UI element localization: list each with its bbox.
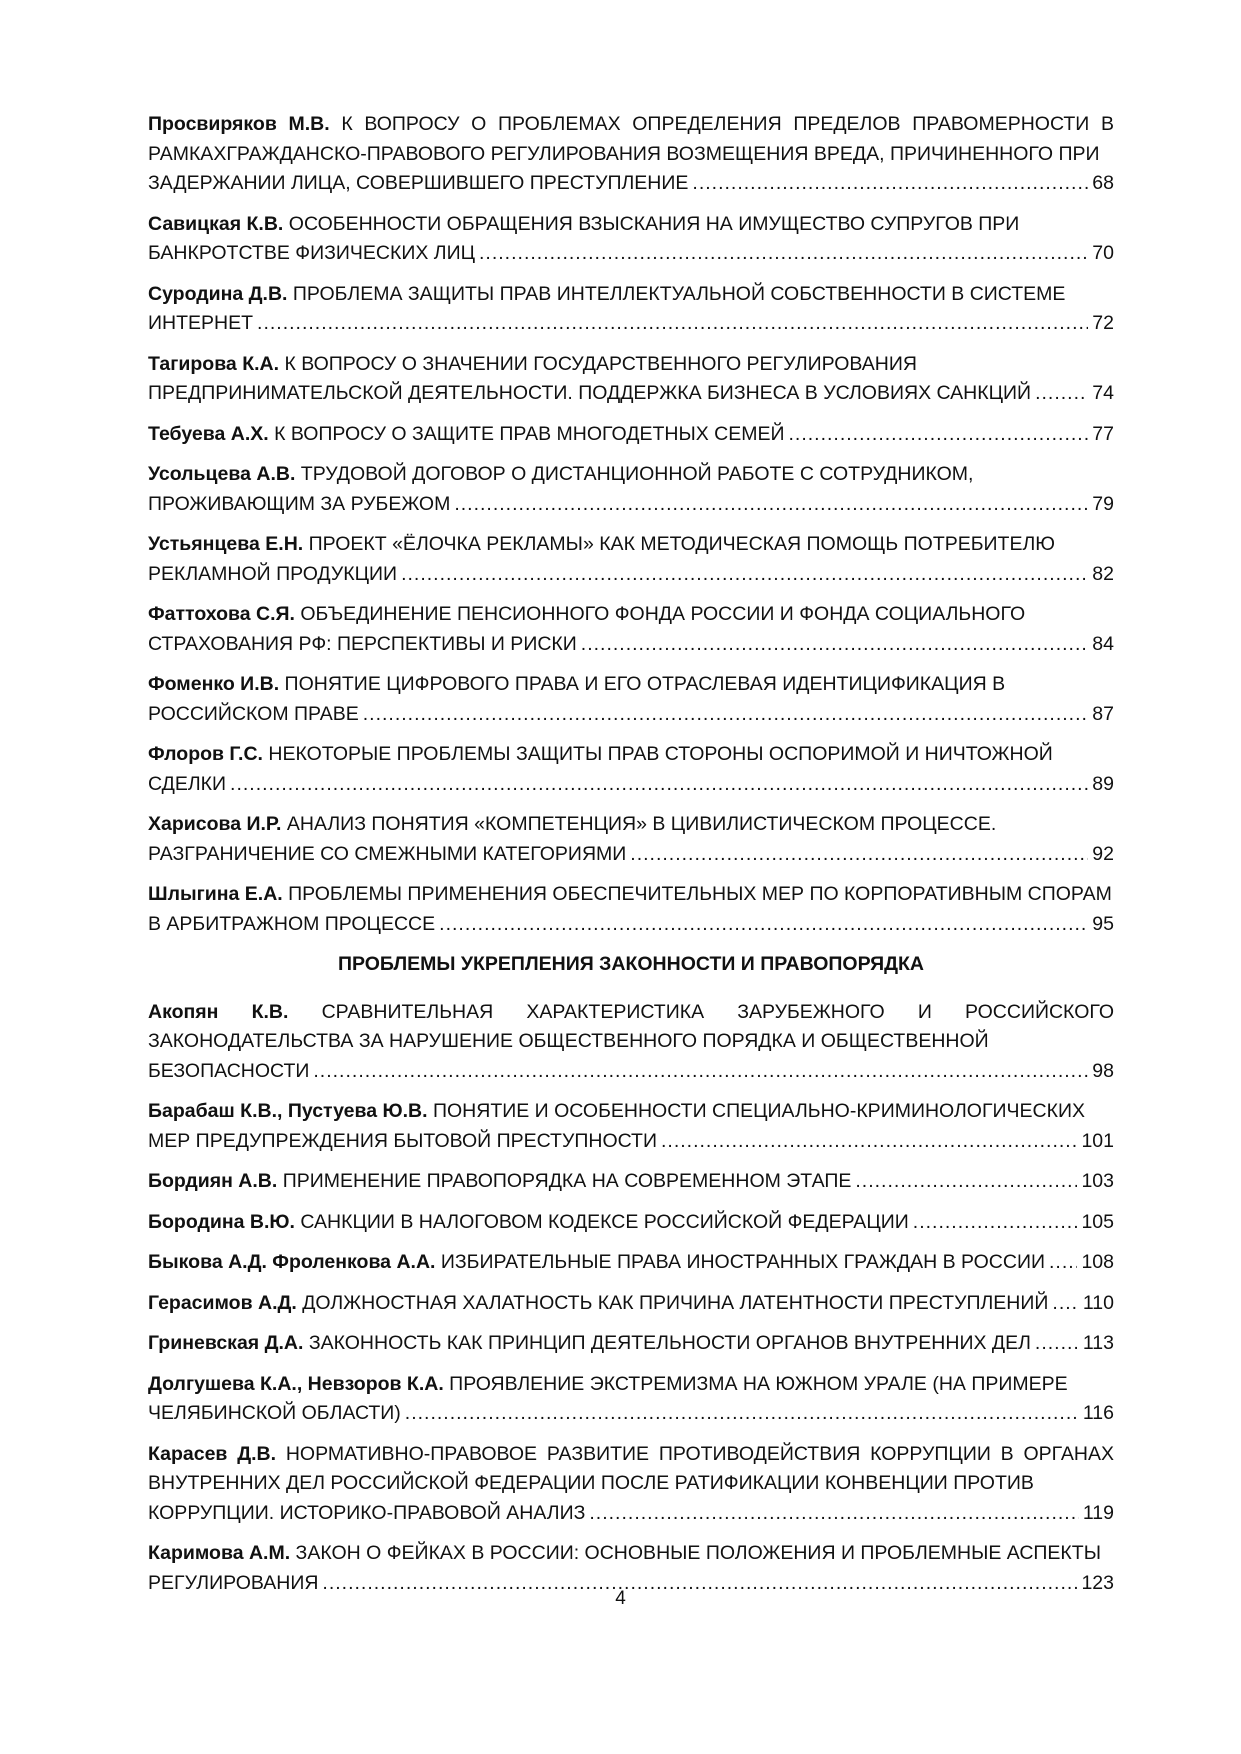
entry-author: Фоменко И.В. [148, 673, 280, 695]
section-heading: ПРОБЛЕМЫ УКРЕПЛЕНИЯ ЗАКОННОСТИ И ПРАВОПОРЯДКА [337, 953, 924, 975]
toc-entry [148, 280, 1114, 339]
entry-page: 103 [1081, 1170, 1114, 1192]
entry-author: Усольцева А.В. [148, 463, 296, 485]
dot-leader [363, 700, 1089, 730]
entry-author: Герасимов А.Д. [148, 1291, 297, 1314]
entry-author: Бордиян А.В. [148, 1170, 278, 1192]
entry-author: Суродина Д.В. [148, 282, 288, 305]
entry-text [148, 1167, 851, 1197]
entry-last-line [148, 239, 1114, 269]
entry-page: 72 [1092, 312, 1114, 334]
entry-last-line [148, 630, 1114, 660]
entry-title: ОСОБЕННОСТИ ОБРАЩЕНИЯ ВЗЫСКАНИЯ НА ИМУЩЕСТВО СУПРУГОВ ПРИ [288, 212, 1020, 235]
toc-entry [148, 1167, 1114, 1197]
entry-title: ПРОЕКТ «ЁЛОЧКА РЕКЛАМЫ» КАК МЕТОДИЧЕСКАЯ ПОМОЩЬ ПОТРЕБИТЕЛЮ [308, 533, 1055, 555]
toc-entry [148, 740, 1114, 799]
entry-title: ИЗБИРАТЕЛЬНЫЕ ПРАВА ИНОСТРАННЫХ ГРАЖДАН В РОССИИ [440, 1251, 1045, 1273]
entry-last-line [148, 1289, 1114, 1319]
dot-leader [257, 309, 1088, 339]
entry-title-end: СТРАХОВАНИЯ РФ: ПЕРСПЕКТИВЫ И РИСКИ [148, 632, 577, 655]
entry-page: 108 [1081, 1251, 1114, 1273]
toc-entry [148, 1248, 1114, 1278]
entry-title: ТРУДОВОЙ ДОГОВОР О ДИСТАНЦИОННОЙ РАБОТЕ С СОТРУДНИКОМ, [300, 463, 974, 485]
entry-last-line [148, 1248, 1114, 1278]
dot-leader [313, 1057, 1088, 1087]
entry-page: 110 [1082, 1291, 1114, 1314]
entry-page: 98 [1092, 1059, 1114, 1082]
dot-leader [1035, 1329, 1079, 1359]
entry-last-line [148, 1329, 1114, 1359]
toc-entry [148, 810, 1114, 869]
toc-entry [148, 460, 1114, 519]
toc-entry [148, 1370, 1114, 1429]
entry-page: 113 [1082, 1332, 1114, 1354]
entry-title-end: РОССИЙСКОМ ПРАВЕ [148, 702, 359, 725]
entry-author: Флоров Г.С. [148, 743, 263, 765]
entry-last-line [148, 169, 1114, 199]
entry-title: САНКЦИИ В НАЛОГОВОМ КОДЕКСЕ РОССИЙСКОЙ ФЕДЕРАЦИИ [300, 1210, 909, 1233]
entry-title-end: РЕГУЛИРОВАНИЯ [148, 1571, 319, 1594]
toc-list-2 [148, 998, 1114, 1599]
entry-last-line [148, 1208, 1114, 1238]
toc-entry [148, 210, 1114, 269]
entry-title: СРАВНИТЕЛЬНАЯ ХАРАКТЕРИСТИКА ЗАРУБЕЖНОГО И РОССИЙСКОГО ЗАКОНОДАТЕЛЬСТВА ЗА НАРУШЕНИЕ ОБЩЕСТВЕННОГО ПОРЯДКА И ОБЩЕСТВЕННОЙ [148, 1000, 1114, 1052]
entry-title-end: РЕКЛАМНОЙ ПРОДУКЦИИ [148, 562, 398, 585]
dot-leader [439, 910, 1088, 940]
entry-page: 77 [1092, 422, 1114, 445]
entry-title: К ВОПРОСУ О ЗНАЧЕНИИ ГОСУДАРСТВЕННОГО РЕГУЛИРОВАНИЯ [284, 352, 917, 375]
dot-leader [1035, 379, 1088, 409]
entry-title: НЕКОТОРЫЕ ПРОБЛЕМЫ ЗАЩИТЫ ПРАВ СТОРОНЫ ОСПОРИМОЙ И НИЧТОЖНОЙ [268, 743, 1053, 765]
dot-leader [405, 1399, 1079, 1429]
entry-last-line [148, 560, 1114, 590]
toc-entry [148, 110, 1114, 199]
entry-text [148, 1248, 1045, 1278]
dot-leader [661, 1127, 1077, 1157]
entry-text [148, 1329, 1031, 1359]
entry-title: ЗАКОН О ФЕЙКАХ В РОССИИ: ОСНОВНЫЕ ПОЛОЖЕНИЯ И ПРОБЛЕМНЫЕ АСПЕКТЫ [295, 1542, 1101, 1564]
toc-entry [148, 1289, 1114, 1319]
entry-author: Акопян К.В. [148, 1000, 289, 1023]
dot-leader [789, 420, 1089, 450]
entry-page: 119 [1082, 1501, 1114, 1524]
entry-title: ОБЪЕДИНЕНИЕ ПЕНСИОННОГО ФОНДА РОССИИ И ФОНДА СОЦИАЛЬНОГО [300, 603, 1026, 625]
entry-title-end: ЗАДЕРЖАНИИ ЛИЦА, СОВЕРШИВШЕГО ПРЕСТУПЛЕНИЕ [148, 172, 689, 194]
entry-title-end: СДЕЛКИ [148, 772, 227, 795]
dot-leader [913, 1208, 1078, 1238]
dot-leader [1052, 1289, 1078, 1319]
dot-leader [581, 630, 1089, 660]
page-number: 4 [615, 1588, 626, 1609]
entry-author: Долгушева К.А., Невзоров К.А. [148, 1372, 444, 1395]
entry-last-line [148, 910, 1114, 940]
toc-entry [148, 998, 1114, 1087]
entry-title-end: ПРЕДПРИНИМАТЕЛЬСКОЙ ДЕЯТЕЛЬНОСТИ. ПОДДЕРЖКА БИЗНЕСА В УСЛОВИЯХ САНКЦИЙ [148, 382, 1032, 404]
entry-title: ЗАКОННОСТЬ КАК ПРИНЦИП ДЕЯТЕЛЬНОСТИ ОРГАНОВ ВНУТРЕННИХ ДЕЛ [308, 1332, 1031, 1354]
entry-page: 92 [1092, 842, 1114, 865]
entry-title: ПОНЯТИЕ И ОСОБЕННОСТИ СПЕЦИАЛЬНО-КРИМИНОЛОГИЧЕСКИХ [432, 1100, 1085, 1122]
entry-author: Просвиряков М.В. [148, 113, 330, 135]
entry-title: АНАЛИЗ ПОНЯТИЯ «КОМПЕТЕНЦИЯ» В ЦИВИЛИСТИЧЕСКОМ ПРОЦЕССЕ. [286, 813, 997, 835]
toc-entry [148, 880, 1114, 939]
entry-page: 74 [1092, 382, 1114, 404]
entry-last-line [148, 1057, 1114, 1087]
entry-author: Каримова А.М. [148, 1542, 291, 1564]
entry-last-line [148, 1399, 1114, 1429]
entry-text [148, 1289, 1048, 1319]
entry-title-end: ИНТЕРНЕТ [148, 312, 254, 334]
entry-title: К ВОПРОСУ О ЗАЩИТЕ ПРАВ МНОГОДЕТНЫХ СЕМЕЙ [274, 422, 785, 445]
dot-leader [454, 490, 1088, 520]
entry-title-end: МЕР ПРЕДУПРЕЖДЕНИЯ БЫТОВОЙ ПРЕСТУПНОСТИ [148, 1129, 657, 1152]
entry-page: 87 [1092, 702, 1114, 725]
entry-title: ДОЛЖНОСТНАЯ ХАЛАТНОСТЬ КАК ПРИЧИНА ЛАТЕНТНОСТИ ПРЕСТУПЛЕНИЙ [302, 1291, 1049, 1314]
entry-page: 84 [1092, 632, 1114, 655]
entry-page: 89 [1092, 772, 1114, 795]
entry-page: 123 [1081, 1571, 1114, 1594]
entry-page: 82 [1092, 562, 1114, 585]
toc-entry [148, 350, 1114, 409]
entry-author: Барабаш К.В., Пустуева Ю.В. [148, 1100, 428, 1122]
entry-author: Гриневская Д.А. [148, 1332, 304, 1354]
entry-author: Фаттохова С.Я. [148, 603, 295, 625]
entry-last-line [148, 700, 1114, 730]
dot-leader [479, 239, 1088, 269]
toc-list-1 [148, 110, 1114, 939]
entry-title-end: БАНКРОТСТВЕ ФИЗИЧЕСКИХ ЛИЦ [148, 242, 476, 264]
dot-leader [692, 169, 1088, 199]
entry-author: Шлыгина Е.А. [148, 883, 283, 905]
toc-entry [148, 530, 1114, 589]
entry-last-line [148, 1127, 1114, 1157]
toc-entry [148, 1208, 1114, 1238]
entry-title-end: В АРБИТРАЖНОМ ПРОЦЕССЕ [148, 912, 436, 935]
entry-title-end: КОРРУПЦИИ. ИСТОРИКО-ПРАВОВОЙ АНАЛИЗ [148, 1501, 586, 1524]
entry-author: Карасев Д.В. [148, 1442, 277, 1465]
entry-last-line [148, 309, 1114, 339]
dot-leader [1049, 1248, 1077, 1278]
toc-entry [148, 1329, 1114, 1359]
entry-page: 105 [1081, 1210, 1114, 1233]
entry-title-end: ПРОЖИВАЮЩИМ ЗА РУБЕЖОМ [148, 492, 451, 515]
entry-last-line [148, 840, 1114, 870]
dot-leader [630, 840, 1088, 870]
entry-title: ПРИМЕНЕНИЕ ПРАВОПОРЯДКА НА СОВРЕМЕННОМ ЭТАПЕ [282, 1170, 852, 1192]
entry-page: 95 [1092, 912, 1114, 935]
dot-leader [589, 1499, 1079, 1529]
entry-last-line [148, 490, 1114, 520]
entry-text [148, 1208, 909, 1238]
entry-author: Харисова И.Р. [148, 813, 282, 835]
entry-title: НОРМАТИВНО-ПРАВОВОЕ РАЗВИТИЕ ПРОТИВОДЕЙСТВИЯ КОРРУПЦИИ В ОРГАНАХ ВНУТРЕННИХ ДЕЛ РОССИЙСКОЙ ФЕДЕРАЦИИ ПОСЛЕ РАТИФИКАЦИИ КОНВЕНЦИИ ПРОТИВ [148, 1442, 1114, 1494]
entry-last-line [148, 770, 1114, 800]
entry-page: 79 [1092, 492, 1114, 515]
entry-author: Тебуева А.Х. [148, 422, 269, 445]
entry-page: 116 [1082, 1402, 1114, 1424]
entry-last-line [148, 420, 1114, 450]
dot-leader [855, 1167, 1077, 1197]
entry-title: ПОНЯТИЕ ЦИФРОВОГО ПРАВА И ЕГО ОТРАСЛЕВАЯ ИДЕНТИЦИФИКАЦИЯ В [284, 673, 1006, 695]
entry-title: ПРОБЛЕМЫ ПРИМЕНЕНИЯ ОБЕСПЕЧИТЕЛЬНЫХ МЕР ПО КОРПОРАТИВНЫМ СПОРАМ [288, 883, 1112, 905]
entry-author: Быкова А.Д. Фроленкова А.А. [148, 1251, 436, 1273]
dot-leader [230, 770, 1088, 800]
entry-title: ПРОБЛЕМА ЗАЩИТЫ ПРАВ ИНТЕЛЛЕКТУАЛЬНОЙ СОБСТВЕННОСТИ В СИСТЕМЕ [292, 282, 1066, 305]
entry-page: 68 [1092, 172, 1114, 194]
toc-entry [148, 600, 1114, 659]
entry-title-end: ЧЕЛЯБИНСКОЙ ОБЛАСТИ) [148, 1402, 401, 1424]
toc-entry [148, 1097, 1114, 1156]
entry-author: Бородина В.Ю. [148, 1210, 295, 1233]
entry-text [148, 420, 785, 450]
entry-author: Савицкая К.В. [148, 212, 284, 235]
entry-last-line [148, 1167, 1114, 1197]
entry-title: ПРОЯВЛЕНИЕ ЭКСТРЕМИЗМА НА ЮЖНОМ УРАЛЕ (НА ПРИМЕРЕ [449, 1372, 1068, 1395]
entry-title: К ВОПРОСУ О ПРОБЛЕМАХ ОПРЕДЕЛЕНИЯ ПРЕДЕЛОВ ПРАВОМЕРНОСТИ В РАМКАХГРАЖДАНСКО-ПРАВОВОГО РЕГУЛИРОВАНИЯ ВОЗМЕЩЕНИЯ ВРЕДА, ПРИЧИНЕННОГО ПРИ [148, 113, 1114, 165]
entry-author: Устьянцева Е.Н. [148, 533, 304, 555]
entry-last-line [148, 379, 1114, 409]
entry-author: Тагирова К.А. [148, 352, 280, 375]
entry-last-line [148, 1499, 1114, 1529]
table-of-contents [148, 110, 1114, 1609]
entry-title-end: РАЗГРАНИЧЕНИЕ СО СМЕЖНЫМИ КАТЕГОРИЯМИ [148, 842, 627, 865]
entry-title-end: БЕЗОПАСНОСТИ [148, 1059, 310, 1082]
dot-leader [401, 560, 1088, 590]
toc-entry [148, 670, 1114, 729]
toc-entry [148, 1440, 1114, 1529]
entry-page: 101 [1081, 1129, 1114, 1152]
entry-page: 70 [1092, 242, 1114, 264]
toc-entry [148, 420, 1114, 450]
